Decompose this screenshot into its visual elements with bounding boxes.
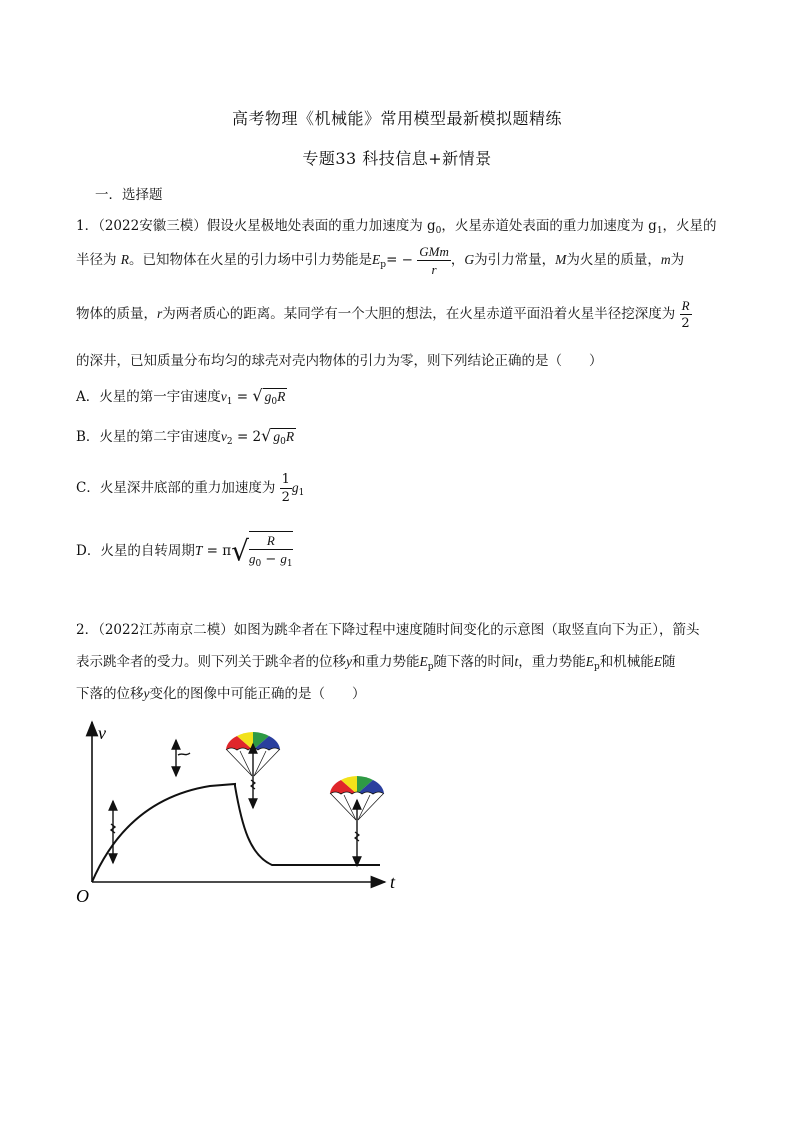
q2-line-3: 下落的位移y变化的图像中可能正确的是（ ） (76, 686, 366, 702)
q1-line-4: 的深井，已知质量分布均匀的球壳对壳内物体的引力为零，则下列结论正确的是（ ） (76, 353, 603, 369)
gmm-over-r-fraction: $\frac{\text{GMm}}{r}$ (419, 244, 449, 277)
one-half-fraction: $\frac{1}{2}$ (281, 472, 290, 505)
velocity-curve (92, 784, 380, 882)
section-heading: 一．选择题 (95, 187, 163, 203)
q1-source: （2022安徽三模） (98, 218, 207, 234)
q1-line-1: 1．（2022安徽三模）假设火星极地处表面的重力加速度为 $g_0$，火星赤道处表面的重力加速度为 $g_1$，火星的 (76, 218, 717, 236)
t-axis-label: t (390, 872, 396, 892)
period-fraction: $\frac{R}{g_0 - g_1}$ (249, 531, 293, 573)
q2-line-1: 2．（2022江苏南京二模）如图为跳伞者在下降过程中速度随时间变化的示意图（取竖直向下为正），箭头 (76, 622, 700, 638)
q2-number: 2． (76, 622, 99, 638)
force-arrows-accelerating (111, 801, 115, 863)
force-arrows-terminal (176, 740, 190, 776)
v-axis-label: v (98, 723, 106, 743)
q1-line-2: 半径为 R。已知物体在火星的引力场中引力势能是$E_p=$ − $\frac{\text{GMm}}{r}$ ，G为引力常量，M为火星的质量，m为 (76, 244, 685, 277)
origin-label: O (76, 886, 89, 906)
q1-option-d: D．火星的自转周期T = π√ $\frac{R}{g_0 - g_1}$ (76, 528, 293, 574)
q2-source: （2022江苏南京二模） (98, 622, 234, 638)
q1-option-c: C．火星深井底部的重力加速度为 $\frac{1}{2}$ $g_1$ (76, 472, 305, 505)
parachute-icon (330, 776, 384, 866)
velocity-time-figure (60, 712, 410, 912)
paper-title: 高考物理《机械能》常用模型最新模拟题精练 (231, 109, 562, 128)
q1-number: 1． (76, 218, 99, 234)
q1-option-a: A．火星的第一宇宙速度$v_1$ = √ $g_0R$ (76, 386, 287, 412)
paper-subtitle: 专题33 科技信息+新情景 (302, 149, 492, 168)
q1-option-b: B．火星的第二宇宙速度$v_2 = 2√$ $g_0R$ (76, 426, 296, 452)
q1-line-3: 物体的质量，r为两者质心的距离。某同学有一个大胆的想法，在火星赤道平面沿着火星半径挖深度为 $\frac{R}{2}$ (76, 298, 690, 331)
r-over-2-fraction: $\frac{R}{2}$ (681, 298, 690, 331)
q2-line-2: 表示跳伞者的受力。则下列关于跳伞者的位移y和重力势能$E_p$随下落的时间t，重力势能$E_p$和机械能E随 (76, 654, 676, 672)
parachute-icon (226, 732, 280, 808)
